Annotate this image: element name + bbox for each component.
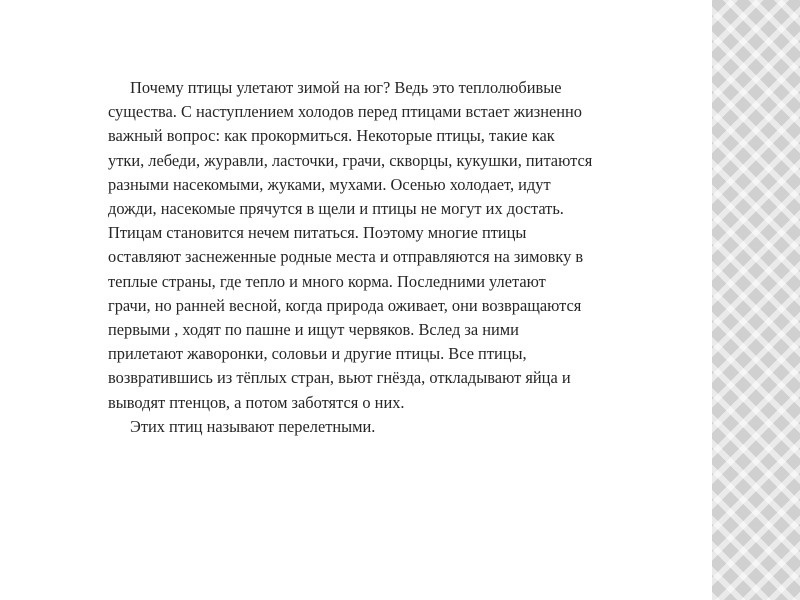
text-line: оставляют заснеженные родные места и отправляются на зимовку в (108, 247, 584, 267)
text-line: дожди, насекомые прячутся в щели и птицы не могут их достать. (108, 199, 564, 219)
text-line: разными насекомыми, жуками, мухами. Осенью холодает, идут (108, 174, 551, 194)
decorative-side-strip (712, 0, 800, 600)
text-line: Почему птицы улетают зимой на юг? Ведь это теплолюбивые (130, 78, 562, 97)
slide-text (108, 76, 708, 439)
text-line: возвратившись из тёплых стран, вьют гнёзда, откладывают яйца и (108, 368, 571, 388)
text-line: утки, лебеди, журавли, ласточки, грачи, скворцы, кукушки, питаются (108, 150, 593, 170)
text-line: теплые страны, где тепло и много корма. Последними улетают (108, 271, 546, 291)
text-line: существа. С наступлением холодов перед птицами встает жизненно (108, 102, 582, 122)
closing-line: Этих птиц называют перелетными. (130, 416, 376, 436)
text-line: Птицам становится нечем питаться. Поэтому многие птицы (108, 223, 527, 243)
text-line: первыми , ходят по пашне и ищут червяков. Вслед за ними (108, 320, 519, 340)
text-line: грачи, но ранней весной, когда природа оживает, они возвращаются (108, 295, 582, 315)
text-line: прилетают жаворонки, соловьи и другие птицы. Все птицы, (108, 344, 527, 364)
text-line: выводят птенцов, а потом заботятся о них. (108, 392, 405, 412)
text-line: важный вопрос: как прокормиться. Некоторые птицы, такие как (108, 126, 555, 146)
